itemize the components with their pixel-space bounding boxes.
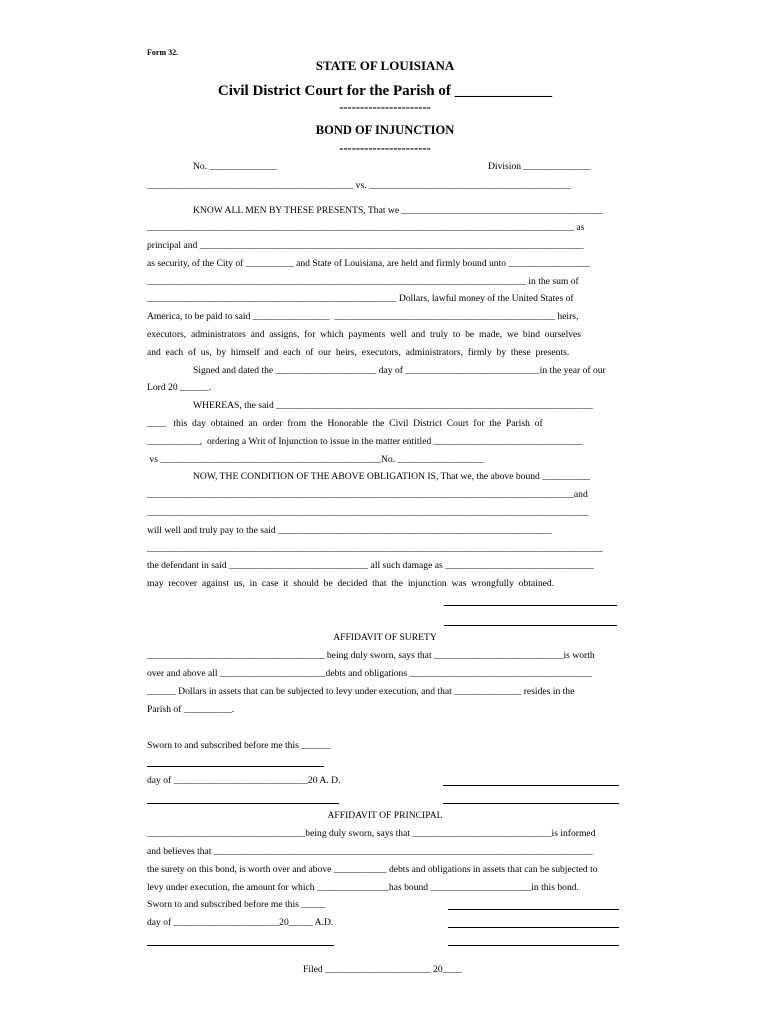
- bond-line-21[interactable]: the defendant in said _____________________________ all such damage as _______________________________: [147, 560, 594, 571]
- bond-line-10[interactable]: Signed and dated the _____________________ day of ____________________________in the year of our: [193, 365, 606, 376]
- division-field[interactable]: Division ______________: [488, 161, 591, 172]
- principal-line-3[interactable]: the surety on this bond, is worth over and above ___________ debts and obligations in assets that can be subjected to: [147, 864, 598, 875]
- bond-line-11[interactable]: Lord 20 ______.: [147, 382, 212, 393]
- surety-line-1[interactable]: _____________________________________ being duly sworn, says that ___________________________is worth: [147, 650, 595, 661]
- bond-line-3[interactable]: principal and ________________________________________________________________________________: [147, 240, 584, 251]
- surety-signature-line[interactable]: [443, 785, 619, 786]
- principal-line-2[interactable]: and believes that _______________________________________________________________________________: [147, 846, 593, 857]
- bond-line-4[interactable]: as security, of the City of __________ and State of Louisiana, are held and firmly bound unto _________________: [147, 258, 591, 269]
- bond-line-1[interactable]: KNOW ALL MEN BY THESE PRESENTS, That we __________________________________________: [193, 205, 603, 216]
- surety-signature-line-2[interactable]: [443, 803, 619, 804]
- principal-line-1[interactable]: _________________________________being duly sworn, says that _____________________________is informed: [147, 828, 596, 839]
- case-number-field[interactable]: No. ______________: [193, 161, 277, 172]
- principal-date-line[interactable]: day of ______________________20_____ A.D.: [147, 917, 334, 928]
- bond-line-18[interactable]: ____________________________________________________________________________________________: [147, 507, 589, 518]
- bond-signature-line-2[interactable]: [444, 625, 617, 626]
- principal-signature-line-3[interactable]: [448, 945, 619, 946]
- bond-line-16[interactable]: NOW, THE CONDITION OF THE ABOVE OBLIGATION IS, That we, the above bound __________: [193, 471, 591, 482]
- surety-notary-signature-line[interactable]: [147, 803, 339, 804]
- bond-line-22: may recover against us, in case it should be decided that the injunction was wrongfully obtained.: [147, 578, 555, 589]
- surety-line-4[interactable]: Parish of __________.: [147, 704, 235, 715]
- bond-line-7[interactable]: America, to be paid to said ________________ ______________________________________________ heirs,: [147, 311, 579, 322]
- bond-line-12[interactable]: WHEREAS, the said __________________________________________________________________: [193, 400, 593, 411]
- bond-line-15[interactable]: vs ______________________________________________No. __________________: [147, 454, 484, 465]
- bond-line-17[interactable]: _________________________________________________________________________________________and: [147, 489, 588, 500]
- surety-notary-blank[interactable]: [147, 766, 324, 767]
- bond-line-14[interactable]: ___________, ordering a Writ of Injunction to issue in the matter entitled _______________________________: [147, 436, 583, 447]
- filed-line[interactable]: Filed ______________________ 20____: [303, 964, 462, 975]
- form-number: Form 32.: [147, 48, 179, 57]
- bond-signature-line-1[interactable]: [444, 605, 617, 606]
- bond-line-13[interactable]: ____ this day obtained an order from the Honorable the Civil District Court for the Parish of: [147, 418, 543, 429]
- surety-affidavit-heading: AFFIDAVIT OF SURETY: [333, 632, 437, 643]
- bond-line-20[interactable]: _______________________________________________________________________________________________: [147, 543, 603, 554]
- surety-line-2[interactable]: over and above all ______________________debts and obligations ______________________________________: [147, 668, 592, 679]
- bond-line-2[interactable]: _________________________________________________________________________________________ as: [147, 222, 585, 233]
- principal-line-4[interactable]: levy under execution, the amount for which _______________has bound _____________________in this bond.: [147, 882, 579, 893]
- bond-line-8: executors, administrators and assigns, for which payments well and truly to be made, we bind ourselves: [147, 329, 582, 340]
- bond-line-6[interactable]: ____________________________________________________ Dollars, lawful money of the United States of: [147, 293, 574, 304]
- surety-line-3[interactable]: ______ Dollars in assets that can be subjected to levy under execution, and that ______________ resides in the: [147, 686, 575, 697]
- bond-line-19[interactable]: will well and truly pay to the said _________________________________________________________: [147, 525, 552, 536]
- dashed-separator-top: ----------------------: [339, 100, 431, 114]
- principal-notary-signature-line[interactable]: [147, 945, 334, 946]
- bond-line-5[interactable]: _______________________________________________________________________________ in the sum of: [147, 276, 579, 287]
- principal-signature-line-1[interactable]: [448, 909, 619, 910]
- parties-vs-line[interactable]: ___________________________________________ vs. __________________________________________: [147, 180, 571, 191]
- dashed-separator-bottom: ----------------------: [339, 141, 431, 155]
- principal-sworn-line[interactable]: Sworn to and subscribed before me this _____: [147, 899, 326, 910]
- state-heading: STATE OF LOUISIANA: [315, 58, 455, 73]
- surety-date-line[interactable]: day of ____________________________20 A. D.: [147, 775, 341, 786]
- principal-signature-line-2[interactable]: [448, 927, 619, 928]
- surety-sworn-line[interactable]: Sworn to and subscribed before me this ______: [147, 740, 331, 751]
- principal-affidavit-heading: AFFIDAVIT OF PRINCIPAL: [327, 810, 443, 821]
- document-title: BOND OF INJUNCTION: [315, 123, 455, 137]
- bond-line-9: and each of us, by himself and each of our heirs, executors, administrators, firmly by these presents.: [147, 347, 570, 358]
- court-heading: Civil District Court for the Parish of _____________: [217, 83, 553, 99]
